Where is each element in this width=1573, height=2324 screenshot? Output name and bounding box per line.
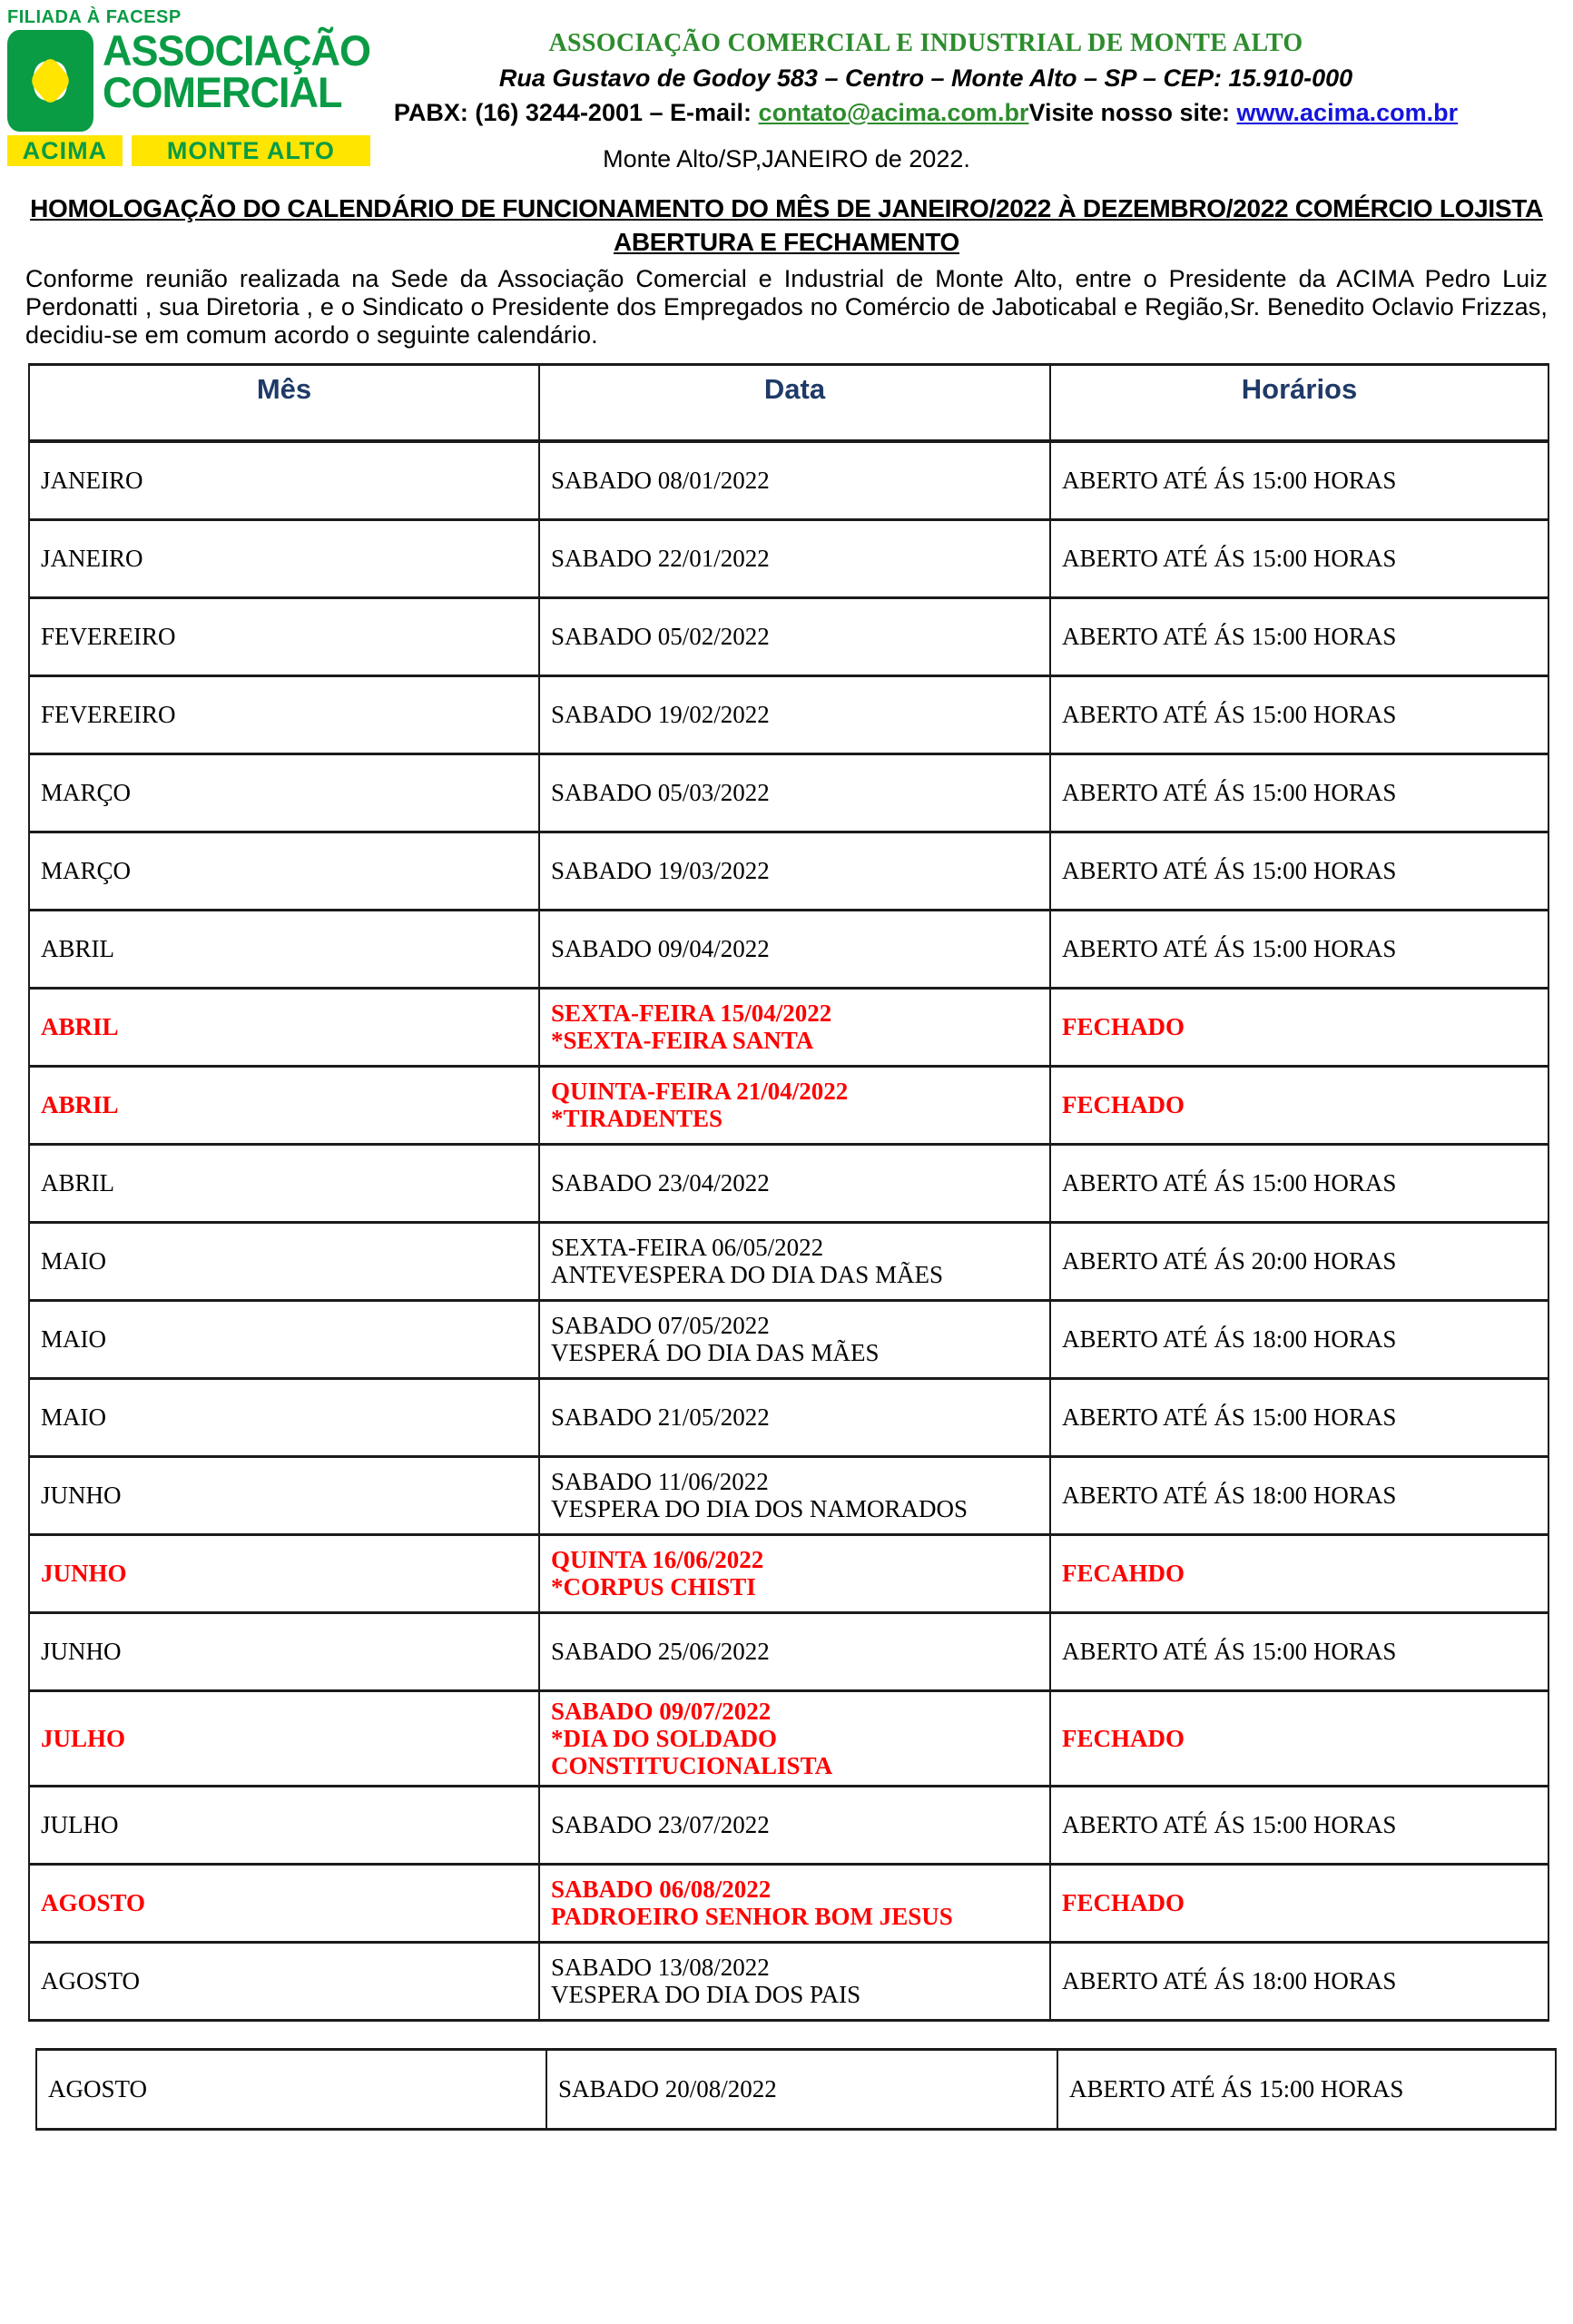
calendar-table-detached (35, 2048, 1557, 2131)
date-cell: SABADO 23/04/2022 (539, 1144, 1050, 1222)
date-cell: SEXTA-FEIRA 06/05/2022 ANTEVESPERA DO DIA DAS MÃES (539, 1222, 1050, 1300)
calendar-table-detached-body (36, 2049, 1556, 2129)
email-link[interactable]: contato@acima.com.br (758, 99, 1029, 126)
logo-wordmark (102, 25, 370, 117)
logo-wordmark-line2: COMERCIAL (102, 68, 342, 117)
hours-cell: FECHADO (1050, 1066, 1548, 1144)
hours-cell: ABERTO ATÉ ÁS 15:00 HORAS (1050, 753, 1548, 832)
logo-wordmark-line1: ASSOCIAÇÃO (102, 25, 370, 75)
hours-cell: ABERTO ATÉ ÁS 15:00 HORAS (1050, 1378, 1548, 1456)
month-cell: JANEIRO (29, 519, 539, 597)
hours-cell: ABERTO ATÉ ÁS 15:00 HORAS (1050, 910, 1548, 988)
date-cell: SABADO 09/07/2022 *DIA DO SOLDADO CONSTITUCIONALISTA (539, 1690, 1050, 1786)
document-title-line1: HOMOLOGAÇÃO DO CALENDÁRIO DE FUNCIONAMENTO DO MÊS DE JANEIRO/2022 À DEZEMBRO/2022 COMÉRCIO LOJISTA (30, 194, 1543, 222)
month-cell: MAIO (29, 1222, 539, 1300)
month-cell: ABRIL (29, 910, 539, 988)
hours-cell: ABERTO ATÉ ÁS 15:00 HORAS (1050, 1786, 1548, 1864)
table-row (29, 1942, 1548, 2020)
org-address: Rua Gustavo de Godoy 583 – Centro – Monte Alto – SP – CEP: 15.910-000 (498, 64, 1353, 92)
hours-cell: ABERTO ATÉ ÁS 15:00 HORAS (1057, 2049, 1556, 2129)
hours-cell: ABERTO ATÉ ÁS 20:00 HORAS (1050, 1222, 1548, 1300)
pabx-email-label: PABX: (16) 3244-2001 – E-mail: (393, 99, 759, 126)
table-row (29, 1864, 1548, 1942)
hours-cell: ABERTO ATÉ ÁS 15:00 HORAS (1050, 832, 1548, 910)
month-cell: AGOSTO (29, 1942, 539, 2020)
acima-swirl-icon (7, 30, 93, 132)
month-cell: FEVEREIRO (29, 597, 539, 675)
col-header-data: Data (539, 365, 1050, 442)
calendar-table (28, 363, 1549, 2022)
letterhead (363, 0, 1489, 127)
hours-cell: FECHADO (1050, 1690, 1548, 1786)
table-row (29, 1144, 1548, 1222)
table-row (29, 675, 1548, 753)
month-cell: ABRIL (29, 1066, 539, 1144)
month-cell: JUNHO (29, 1456, 539, 1534)
hours-cell: FECHADO (1050, 988, 1548, 1066)
date-cell: SABADO 11/06/2022 VESPERA DO DIA DOS NAMORADOS (539, 1456, 1050, 1534)
month-cell: JUNHO (29, 1612, 539, 1690)
table-row (29, 1690, 1548, 1786)
hours-cell: ABERTO ATÉ ÁS 18:00 HORAS (1050, 1300, 1548, 1378)
date-cell: SABADO 23/07/2022 (539, 1786, 1050, 1864)
month-cell: MARÇO (29, 753, 539, 832)
hours-cell: ABERTO ATÉ ÁS 15:00 HORAS (1050, 441, 1548, 519)
website-link[interactable]: www.acima.com.br (1236, 99, 1459, 126)
badge-monte-alto: MONTE ALTO (132, 135, 370, 166)
badge-acima: ACIMA (7, 135, 123, 166)
date-cell: SABADO 13/08/2022 VESPERA DO DIA DOS PAIS (539, 1942, 1050, 2020)
acima-logo (7, 7, 370, 166)
date-cell: SABADO 20/08/2022 (546, 2049, 1057, 2129)
table-row (29, 753, 1548, 832)
hours-cell: FECAHDO (1050, 1534, 1548, 1612)
table-row (29, 988, 1548, 1066)
date-cell: SABADO 21/05/2022 (539, 1378, 1050, 1456)
date-cell: SABADO 09/04/2022 (539, 910, 1050, 988)
month-cell: FEVEREIRO (29, 675, 539, 753)
date-cell: SABADO 19/02/2022 (539, 675, 1050, 753)
visit-site-label: Visite nosso site: (1028, 99, 1237, 126)
month-cell: MAIO (29, 1378, 539, 1456)
table-header-row (29, 365, 1548, 442)
month-cell: ABRIL (29, 1144, 539, 1222)
month-cell: JULHO (29, 1786, 539, 1864)
filiada-facesp-label: FILIADA À FACESP (7, 7, 182, 27)
table-row (29, 1786, 1548, 1864)
date-cell: SABADO 06/08/2022 PADROEIRO SENHOR BOM JESUS (539, 1864, 1050, 1942)
date-cell: SABADO 05/03/2022 (539, 753, 1050, 832)
intro-paragraph: Conforme reunião realizada na Sede da Associação Comercial e Industrial de Monte Alto, entre o Presidente da ACIMA Pedro Luiz Perdonatti , sua Diretoria , e o Sindicato o Presidente dos Empregados no Comércio de Jaboticabal e Região,Sr. Benedito Oclavio Frizzas, decidiu-se em comum acordo o seguinte calendário. (25, 265, 1548, 349)
date-cell: SABADO 05/02/2022 (539, 597, 1050, 675)
date-cell: SABADO 07/05/2022 VESPERÁ DO DIA DAS MÃES (539, 1300, 1050, 1378)
month-cell: JANEIRO (29, 441, 539, 519)
col-header-mes: Mês (29, 365, 539, 442)
table-row (29, 441, 1548, 519)
table-row (29, 519, 1548, 597)
table-row (29, 597, 1548, 675)
org-contact (363, 99, 1489, 127)
hours-cell: ABERTO ATÉ ÁS 18:00 HORAS (1050, 1456, 1548, 1534)
hours-cell: ABERTO ATÉ ÁS 15:00 HORAS (1050, 519, 1548, 597)
table-row (29, 1222, 1548, 1300)
table-row (36, 2049, 1556, 2129)
hours-cell: ABERTO ATÉ ÁS 18:00 HORAS (1050, 1942, 1548, 2020)
table-row (29, 832, 1548, 910)
date-cell: SABADO 19/03/2022 (539, 832, 1050, 910)
table-row (29, 1378, 1548, 1456)
month-cell: JUNHO (29, 1534, 539, 1612)
table-row (29, 1534, 1548, 1612)
date-cell: SABADO 08/01/2022 (539, 441, 1050, 519)
city-date-line: Monte Alto/SP,JANEIRO de 2022. (603, 145, 970, 172)
document-title (0, 192, 1573, 259)
table-row (29, 1066, 1548, 1144)
table-row (29, 1612, 1548, 1690)
table-row (29, 910, 1548, 988)
date-cell: QUINTA 16/06/2022 *CORPUS CHISTI (539, 1534, 1050, 1612)
hours-cell: ABERTO ATÉ ÁS 15:00 HORAS (1050, 1144, 1548, 1222)
table-row (29, 1456, 1548, 1534)
date-cell: SABADO 25/06/2022 (539, 1612, 1050, 1690)
document-title-line2: ABERTURA E FECHAMENTO (613, 228, 960, 256)
table-row (29, 1300, 1548, 1378)
hours-cell: ABERTO ATÉ ÁS 15:00 HORAS (1050, 1612, 1548, 1690)
date-cell: QUINTA-FEIRA 21/04/2022 *TIRADENTES (539, 1066, 1050, 1144)
col-header-horarios: Horários (1050, 365, 1548, 442)
month-cell: MARÇO (29, 832, 539, 910)
month-cell: AGOSTO (29, 1864, 539, 1942)
date-cell: SABADO 22/01/2022 (539, 519, 1050, 597)
month-cell: MAIO (29, 1300, 539, 1378)
date-cell: SEXTA-FEIRA 15/04/2022 *SEXTA-FEIRA SANTA (539, 988, 1050, 1066)
month-cell: ABRIL (29, 988, 539, 1066)
calendar-table-body (29, 441, 1548, 2020)
hours-cell: ABERTO ATÉ ÁS 15:00 HORAS (1050, 675, 1548, 753)
month-cell: AGOSTO (36, 2049, 546, 2129)
month-cell: JULHO (29, 1690, 539, 1786)
org-name: ASSOCIAÇÃO COMERCIAL E INDUSTRIAL DE MONTE ALTO (548, 29, 1303, 57)
hours-cell: FECHADO (1050, 1864, 1548, 1942)
hours-cell: ABERTO ATÉ ÁS 15:00 HORAS (1050, 597, 1548, 675)
